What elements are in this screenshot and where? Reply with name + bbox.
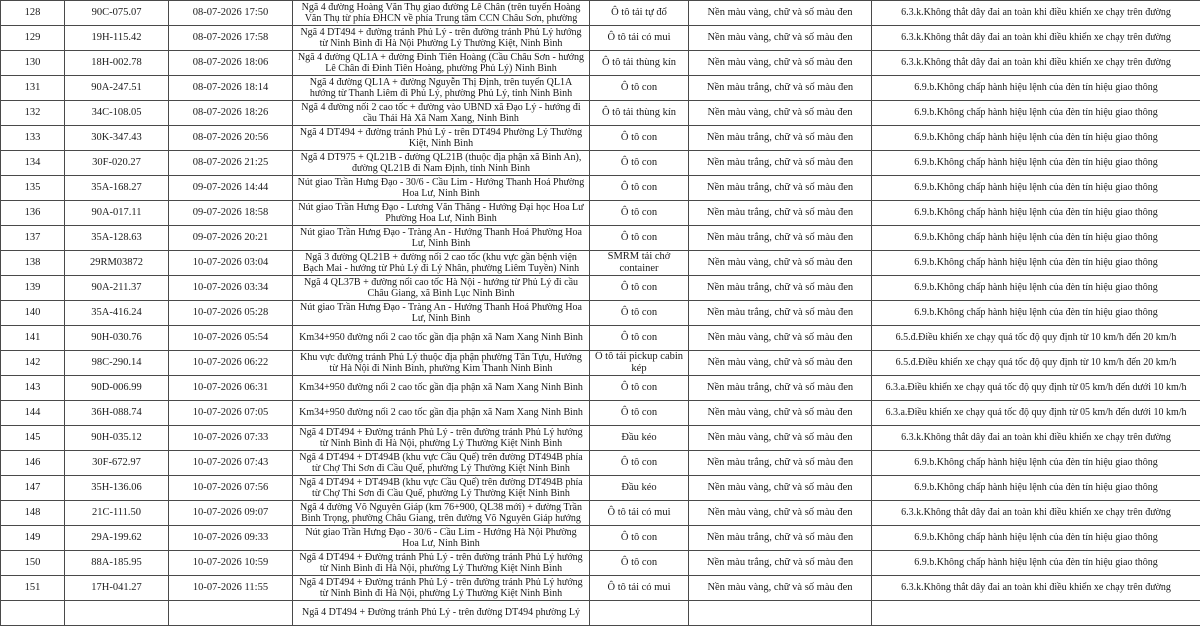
- cell-plate-color: Nền màu trắng, chữ và số màu đen: [689, 201, 872, 226]
- cell-location: Km34+950 đường nối 2 cao tốc gần địa phận xã Nam Xang Ninh Bình: [293, 401, 590, 426]
- cell-vehicle-type: [590, 601, 689, 626]
- cell-time: 09-07-2026 18:58: [169, 201, 293, 226]
- cell-violation: 6.9.b.Không chấp hành hiệu lệnh của đèn tín hiệu giao thông: [872, 226, 1200, 251]
- table-row: [1, 51, 1200, 76]
- table-row: [1, 426, 1200, 451]
- cell-plate-color: Nền màu vàng, chữ và số màu đen: [689, 476, 872, 501]
- cell-vehicle-type: Ô tô con: [590, 326, 689, 351]
- cell-stt: 144: [1, 401, 65, 426]
- cell-plate: 98C-290.14: [65, 351, 169, 376]
- cell-time: 10-07-2026 06:22: [169, 351, 293, 376]
- cell-plate: 90H-035.12: [65, 426, 169, 451]
- cell-plate-color: [689, 601, 872, 626]
- cell-time: [169, 601, 293, 626]
- cell-plate-color: Nền màu vàng, chữ và số màu đen: [689, 576, 872, 601]
- cell-vehicle-type: Ô tô tải thùng kín: [590, 101, 689, 126]
- cell-stt: 146: [1, 451, 65, 476]
- cell-plate: 30F-020.27: [65, 151, 169, 176]
- cell-plate-color: Nền màu vàng, chữ và số màu đen: [689, 101, 872, 126]
- cell-location: Ngã 4 đường QL1A + đường Đinh Tiên Hoàng (Cầu Châu Sơn - hướng Lê Chân đi Đinh Tiên Hoàng, phường Phủ Lý) Ninh Bình: [293, 51, 590, 76]
- cell-vehicle-type: Ô tô con: [590, 401, 689, 426]
- cell-stt: 138: [1, 251, 65, 276]
- cell-stt: 140: [1, 301, 65, 326]
- cell-plate: 88A-185.95: [65, 551, 169, 576]
- cell-vehicle-type: Ô tô con: [590, 451, 689, 476]
- cell-plate: 90A-211.37: [65, 276, 169, 301]
- cell-plate-color: Nền màu vàng, chữ và số màu đen: [689, 1, 872, 26]
- cell-plate-color: Nền màu vàng, chữ và số màu đen: [689, 351, 872, 376]
- cell-violation: 6.9.b.Không chấp hành hiệu lệnh của đèn tín hiệu giao thông: [872, 126, 1200, 151]
- cell-vehicle-type: Ô tô con: [590, 201, 689, 226]
- cell-vehicle-type: Ô tô tải tự đổ: [590, 1, 689, 26]
- table-row: [1, 526, 1200, 551]
- cell-time: 08-07-2026 17:50: [169, 1, 293, 26]
- cell-vehicle-type: Đầu kéo: [590, 476, 689, 501]
- cell-time: 10-07-2026 06:31: [169, 376, 293, 401]
- cell-vehicle-type: Ô tô con: [590, 526, 689, 551]
- cell-location: Ngã 4 DT494 + DT494B (khu vực Cầu Quế) trên đường DT494B phía từ Chợ Thi Sơn đi Cầu Quế, phường Lý Thường Kiệt Ninh Bình: [293, 476, 590, 501]
- table-row: [1, 451, 1200, 476]
- table-row: [1, 176, 1200, 201]
- cell-violation: 6.9.b.Không chấp hành hiệu lệnh của đèn tín hiệu giao thông: [872, 451, 1200, 476]
- cell-time: 08-07-2026 18:06: [169, 51, 293, 76]
- cell-location: Ngã 4 DT494 + Đường tránh Phủ Lý - trên đường tránh Phủ Lý hướng từ Ninh Bình đi Hà Nội, phường Lý Thường Kiệt Ninh Bình: [293, 426, 590, 451]
- cell-plate: 29RM03872: [65, 251, 169, 276]
- table-row: [1, 76, 1200, 101]
- table-row: [1, 276, 1200, 301]
- table-body: [1, 0, 1200, 626]
- cell-time: 10-07-2026 05:54: [169, 326, 293, 351]
- cell-stt: 128: [1, 1, 65, 26]
- cell-violation: 6.3.k.Không thắt dây đai an toàn khi điều khiển xe chạy trên đường: [872, 501, 1200, 526]
- cell-plate: 36H-088.74: [65, 401, 169, 426]
- cell-plate: 21C-111.50: [65, 501, 169, 526]
- cell-violation: 6.9.b.Không chấp hành hiệu lệnh của đèn tín hiệu giao thông: [872, 151, 1200, 176]
- cell-violation: 6.5.đ.Điều khiển xe chạy quá tốc độ quy định từ 10 km/h đến 20 km/h: [872, 351, 1200, 376]
- cell-time: 10-07-2026 03:34: [169, 276, 293, 301]
- cell-plate: [65, 601, 169, 626]
- cell-plate-color: Nền màu trắng, chữ và số màu đen: [689, 176, 872, 201]
- cell-vehicle-type: Ô tô tải có mui: [590, 501, 689, 526]
- cell-location: Nút giao Trần Hưng Đạo - 30/6 - Cầu Lim - Hướng Thanh Hoá Phường Hoa Lư, Ninh Bình: [293, 176, 590, 201]
- cell-violation: 6.5.đ.Điều khiển xe chạy quá tốc độ quy định từ 10 km/h đến 20 km/h: [872, 326, 1200, 351]
- cell-plate-color: Nền màu trắng, chữ và số màu đen: [689, 126, 872, 151]
- cell-location: Ngã 4 DT975 + QL21B - đường QL21B (thuộc địa phận xã Bình An), đường QL21B đi Nam Định, tỉnh Ninh Bình: [293, 151, 590, 176]
- cell-stt: 141: [1, 326, 65, 351]
- cell-plate-color: Nền màu vàng, chữ và số màu đen: [689, 401, 872, 426]
- table-row: [1, 326, 1200, 351]
- cell-stt: 149: [1, 526, 65, 551]
- cell-time: 10-07-2026 07:43: [169, 451, 293, 476]
- cell-time: 10-07-2026 07:56: [169, 476, 293, 501]
- table-row: [1, 151, 1200, 176]
- cell-stt: 142: [1, 351, 65, 376]
- cell-plate: 17H-041.27: [65, 576, 169, 601]
- cell-violation: 6.3.k.Không thắt dây đai an toàn khi điều khiển xe chạy trên đường: [872, 426, 1200, 451]
- cell-vehicle-type: Ô tô tải có mui: [590, 26, 689, 51]
- table-row: [1, 551, 1200, 576]
- table-row: [1, 351, 1200, 376]
- cell-location: Ngã 4 đường nối 2 cao tốc + đường vào UBND xã Đạo Lý - hướng đi cầu Thái Hà Xã Nam Xang, Ninh Bình: [293, 101, 590, 126]
- cell-plate-color: Nền màu trắng, chữ và số màu đen: [689, 451, 872, 476]
- cell-location: Ngã 4 đường QL1A + đường Nguyễn Thị Định, trên tuyến QL1A hướng từ Thanh Liêm đi Phủ Lý, phường Phủ Lý, tỉnh Ninh Bình: [293, 76, 590, 101]
- cell-stt: 136: [1, 201, 65, 226]
- cell-stt: 145: [1, 426, 65, 451]
- cell-location: Ngã 4 DT494 + Đường tránh Phủ Lý - trên đường DT494 phường Lý: [293, 601, 590, 626]
- table-row: [1, 101, 1200, 126]
- cell-stt: 137: [1, 226, 65, 251]
- cell-violation: 6.3.a.Điều khiển xe chạy quá tốc độ quy định từ 05 km/h đến dưới 10 km/h: [872, 401, 1200, 426]
- cell-time: 09-07-2026 14:44: [169, 176, 293, 201]
- cell-plate: 29A-199.62: [65, 526, 169, 551]
- cell-plate: 35H-136.06: [65, 476, 169, 501]
- cell-stt: 132: [1, 101, 65, 126]
- cell-location: Ngã 4 DT494 + DT494B (khu vực Cầu Quế) trên đường DT494B phía từ Chợ Thi Sơn đi Cầu Quế, phường Lý Thường Kiệt Ninh Bình: [293, 451, 590, 476]
- cell-vehicle-type: Ô tô con: [590, 376, 689, 401]
- cell-vehicle-type: Ô tô con: [590, 151, 689, 176]
- cell-plate-color: Nền màu trắng, chữ và số màu đen: [689, 526, 872, 551]
- cell-location: Ngã 4 QL37B + đường nối cao tốc Hà Nội - hướng từ Phủ Lý đi cầu Châu Giang, xã Bình Lục Ninh Bình: [293, 276, 590, 301]
- cell-stt: 151: [1, 576, 65, 601]
- cell-vehicle-type: Ô tô con: [590, 76, 689, 101]
- cell-plate-color: Nền màu trắng, chữ và số màu đen: [689, 76, 872, 101]
- cell-location: Ngã 3 đường QL21B + đường nối 2 cao tốc (khu vực gần bệnh viện Bạch Mai - hướng từ Phủ Lý đi Lý Nhân, phường Liêm Tuyền) Ninh: [293, 251, 590, 276]
- cell-plate: 35A-168.27: [65, 176, 169, 201]
- cell-time: 10-07-2026 03:04: [169, 251, 293, 276]
- cell-time: 10-07-2026 09:33: [169, 526, 293, 551]
- cell-location: Nút giao Trần Hưng Đạo - Lương Văn Thăng - Hướng Đại học Hoa Lư Phường Hoa Lư, Ninh Bình: [293, 201, 590, 226]
- cell-violation: 6.9.b.Không chấp hành hiệu lệnh của đèn tín hiệu giao thông: [872, 476, 1200, 501]
- cell-vehicle-type: Đầu kéo: [590, 426, 689, 451]
- cell-stt: 147: [1, 476, 65, 501]
- cell-violation: [872, 601, 1200, 626]
- cell-time: 08-07-2026 18:26: [169, 101, 293, 126]
- cell-vehicle-type: Ô tô tải thùng kín: [590, 51, 689, 76]
- cell-location: Nút giao Trần Hưng Đạo - Tràng An - Hướng Thanh Hoá Phường Hoa Lư, Ninh Bình: [293, 301, 590, 326]
- cell-stt: 129: [1, 26, 65, 51]
- cell-stt: 131: [1, 76, 65, 101]
- cell-time: 08-07-2026 20:56: [169, 126, 293, 151]
- cell-plate-color: Nền màu vàng, chữ và số màu đen: [689, 251, 872, 276]
- cell-plate-color: Nền màu vàng, chữ và số màu đen: [689, 501, 872, 526]
- cell-plate: 35A-128.63: [65, 226, 169, 251]
- cell-time: 08-07-2026 18:14: [169, 76, 293, 101]
- cell-stt: 130: [1, 51, 65, 76]
- cell-vehicle-type: Ô tô tải có mui: [590, 576, 689, 601]
- table-row: [1, 26, 1200, 51]
- cell-location: Ngã 4 DT494 + Đường tránh Phủ Lý - trên đường tránh Phủ Lý hướng từ Ninh Bình đi Hà Nội, phường Lý Thường Kiệt Ninh Bình: [293, 576, 590, 601]
- cell-violation: 6.9.b.Không chấp hành hiệu lệnh của đèn tín hiệu giao thông: [872, 201, 1200, 226]
- cell-violation: 6.9.b.Không chấp hành hiệu lệnh của đèn tín hiệu giao thông: [872, 176, 1200, 201]
- cell-violation: 6.9.b.Không chấp hành hiệu lệnh của đèn tín hiệu giao thông: [872, 76, 1200, 101]
- cell-location: Km34+950 đường nối 2 cao tốc gần địa phận xã Nam Xang Ninh Bình: [293, 376, 590, 401]
- cell-plate: 30F-672.97: [65, 451, 169, 476]
- cell-time: 10-07-2026 10:59: [169, 551, 293, 576]
- cell-violation: 6.3.k.Không thắt dây đai an toàn khi điều khiển xe chạy trên đường: [872, 26, 1200, 51]
- cell-plate-color: Nền màu trắng, chữ và số màu đen: [689, 551, 872, 576]
- cell-plate: 35A-416.24: [65, 301, 169, 326]
- cell-vehicle-type: Ô tô con: [590, 226, 689, 251]
- cell-violation: 6.3.a.Điều khiển xe chạy quá tốc độ quy định từ 05 km/h đến dưới 10 km/h: [872, 376, 1200, 401]
- cell-stt: 143: [1, 376, 65, 401]
- table-row: [1, 301, 1200, 326]
- cell-stt: 150: [1, 551, 65, 576]
- table-row: [1, 401, 1200, 426]
- table-row: [1, 501, 1200, 526]
- cell-violation: 6.9.b.Không chấp hành hiệu lệnh của đèn tín hiệu giao thông: [872, 526, 1200, 551]
- cell-location: Ngã 4 DT494 + đường tránh Phủ Lý - trên DT494 Phường Lý Thường Kiệt, Ninh Bình: [293, 126, 590, 151]
- cell-plate-color: Nền màu vàng, chữ và số màu đen: [689, 26, 872, 51]
- cell-location: Ngã 4 DT494 + đường tránh Phủ Lý - trên đường tránh Phủ Lý hướng từ Ninh Bình đi Hà Nội Phường Lý Thường Kiệt, Ninh Bình: [293, 26, 590, 51]
- cell-violation: 6.9.b.Không chấp hành hiệu lệnh của đèn tín hiệu giao thông: [872, 251, 1200, 276]
- cell-plate-color: Nền màu trắng, chữ và số màu đen: [689, 226, 872, 251]
- cell-vehicle-type: Ô tô con: [590, 176, 689, 201]
- cell-stt: 139: [1, 276, 65, 301]
- cell-stt: [1, 601, 65, 626]
- cell-plate-color: Nền màu trắng, chữ và số màu đen: [689, 376, 872, 401]
- cell-stt: 134: [1, 151, 65, 176]
- table-row: [1, 576, 1200, 601]
- cell-violation: 6.9.b.Không chấp hành hiệu lệnh của đèn tín hiệu giao thông: [872, 101, 1200, 126]
- cell-time: 10-07-2026 05:28: [169, 301, 293, 326]
- cell-time: 08-07-2026 21:25: [169, 151, 293, 176]
- cell-stt: 135: [1, 176, 65, 201]
- cell-violation: 6.9.b.Không chấp hành hiệu lệnh của đèn tín hiệu giao thông: [872, 301, 1200, 326]
- cell-location: Ngã 4 DT494 + Đường tránh Phủ Lý - trên đường tránh Phủ Lý hướng từ Ninh Bình đi Hà Nội, phường Lý Thường Kiệt Ninh Bình: [293, 551, 590, 576]
- table-row: [1, 126, 1200, 151]
- cell-violation: 6.3.k.Không thắt dây đai an toàn khi điều khiển xe chạy trên đường: [872, 1, 1200, 26]
- cell-plate-color: Nền màu vàng, chữ và số màu đen: [689, 51, 872, 76]
- cell-plate: 34C-108.05: [65, 101, 169, 126]
- cell-stt: 133: [1, 126, 65, 151]
- cell-time: 10-07-2026 07:05: [169, 401, 293, 426]
- cell-vehicle-type: Ô tô con: [590, 126, 689, 151]
- table-row: [1, 251, 1200, 276]
- cell-vehicle-type: Ô tô tải pickup cabin kép: [590, 351, 689, 376]
- cell-vehicle-type: Ô tô con: [590, 301, 689, 326]
- table-row: [1, 1, 1200, 26]
- cell-time: 10-07-2026 09:07: [169, 501, 293, 526]
- cell-plate-color: Nền màu trắng, chữ và số màu đen: [689, 301, 872, 326]
- cell-violation: 6.9.b.Không chấp hành hiệu lệnh của đèn tín hiệu giao thông: [872, 276, 1200, 301]
- cell-time: 10-07-2026 11:55: [169, 576, 293, 601]
- cell-location: Km34+950 đường nối 2 cao tốc gần địa phận xã Nam Xang Ninh Bình: [293, 326, 590, 351]
- cell-location: Ngã 4 đường Hoàng Văn Thụ giao đường Lê Chân (trên tuyến Hoàng Văn Thụ từ phía ĐHCN về phía Trung tâm CCN Châu Sơn, phường: [293, 1, 590, 26]
- table-row: [1, 476, 1200, 501]
- cell-location: Ngã 4 đường Võ Nguyên Giáp (km 76+900, QL38 mới) + đường Trần Bình Trọng, phường Châu Giang, trên đường Võ Nguyên Giáp hướng: [293, 501, 590, 526]
- cell-stt: 148: [1, 501, 65, 526]
- cell-plate-color: Nền màu vàng, chữ và số màu đen: [689, 426, 872, 451]
- table-row: [1, 376, 1200, 401]
- cell-time: 10-07-2026 07:33: [169, 426, 293, 451]
- cell-location: Nút giao Trần Hưng Đạo - Tràng An - Hướng Thanh Hoá Phường Hoa Lư, Ninh Bình: [293, 226, 590, 251]
- cell-vehicle-type: Ô tô con: [590, 551, 689, 576]
- cell-plate-color: Nền màu trắng, chữ và số màu đen: [689, 276, 872, 301]
- cell-violation: 6.3.k.Không thắt dây đai an toàn khi điều khiển xe chạy trên đường: [872, 576, 1200, 601]
- cell-time: 09-07-2026 20:21: [169, 226, 293, 251]
- table-row: [1, 226, 1200, 251]
- cell-plate-color: Nền màu vàng, chữ và số màu đen: [689, 326, 872, 351]
- cell-vehicle-type: SMRM tải chở container: [590, 251, 689, 276]
- cell-plate: 30K-347.43: [65, 126, 169, 151]
- cell-plate: 90D-006.99: [65, 376, 169, 401]
- table-row: [1, 201, 1200, 226]
- cell-plate: 19H-115.42: [65, 26, 169, 51]
- cell-time: 08-07-2026 17:58: [169, 26, 293, 51]
- cell-violation: 6.9.b.Không chấp hành hiệu lệnh của đèn tín hiệu giao thông: [872, 551, 1200, 576]
- cell-plate: 90C-075.07: [65, 1, 169, 26]
- cell-violation: 6.3.k.Không thắt dây đai an toàn khi điều khiển xe chạy trên đường: [872, 51, 1200, 76]
- cell-location: Nút giao Trần Hưng Đạo - 30/6 - Cầu Lim - Hướng Hà Nội Phường Hoa Lư, Ninh Bình: [293, 526, 590, 551]
- cell-plate-color: Nền màu trắng, chữ và số màu đen: [689, 151, 872, 176]
- cell-plate: 90A-017.11: [65, 201, 169, 226]
- cell-plate: 18H-002.78: [65, 51, 169, 76]
- table-row: [1, 601, 1200, 626]
- cell-vehicle-type: Ô tô con: [590, 276, 689, 301]
- cell-plate: 90H-030.76: [65, 326, 169, 351]
- cell-location: Khu vực đường tránh Phủ Lý thuộc địa phận phường Tân Tựu, Hướng từ Hà Nội đi Ninh Bình, phường Kim Thanh Ninh Bình: [293, 351, 590, 376]
- cell-plate: 90A-247.51: [65, 76, 169, 101]
